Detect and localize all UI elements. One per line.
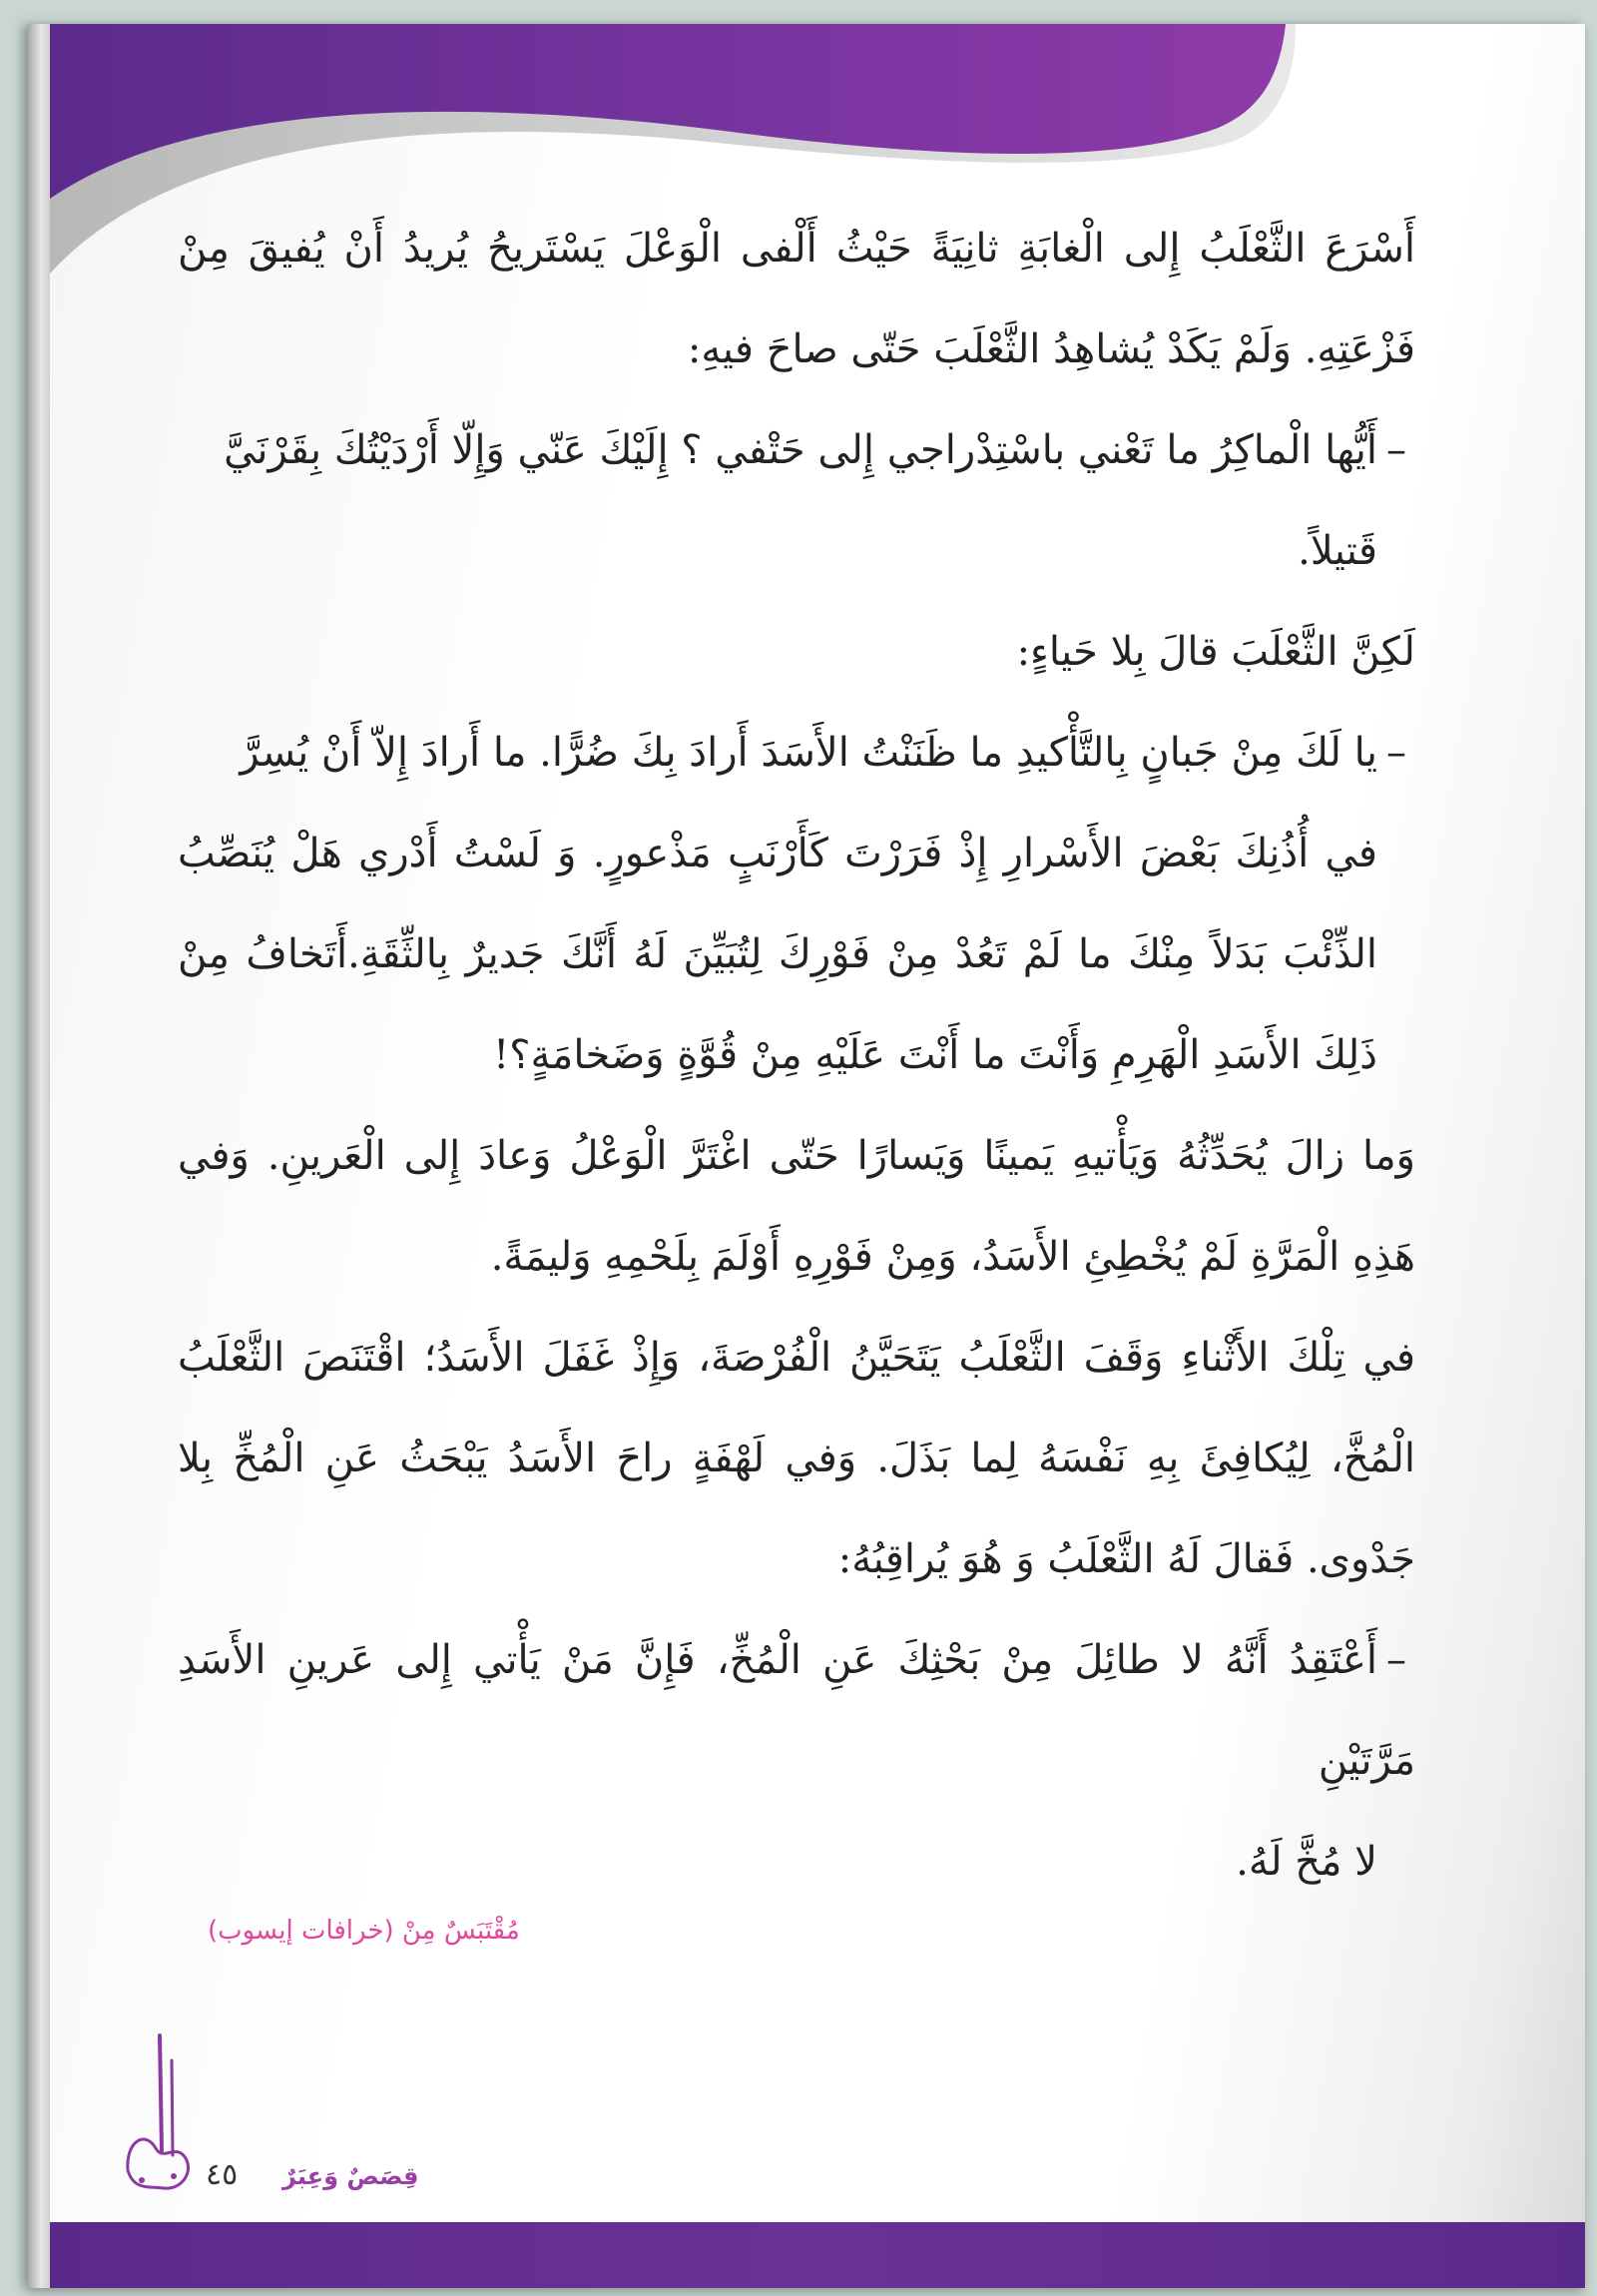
book-title: قِصَصٌ وَعِبَرٌ <box>282 2162 419 2190</box>
dialogue-dash: – <box>1386 427 1406 473</box>
book-page <box>28 24 1585 2288</box>
dialogue-line: أَعْتَقِدُ أَنَّهُ لا طائِلَ مِنْ بَحْثِكَ عَنِ الْمُخِّ، فَإِنَّ مَنْ يَأْتي إِلى عَرينِ الأَسَدِ مَرَّتَيْنِ <box>178 1637 1415 1784</box>
dialogue-line: يا لَكَ مِنْ جَبانٍ بِالتَّأْكيدِ ما ظَنَنْتُ الأَسَدَ أَرادَ بِكَ ضُرًّا. ما أَرادَ إِلاّ أَنْ يُسِرَّ <box>240 730 1377 776</box>
dialogue-dash: – <box>1386 730 1406 776</box>
book-spine <box>28 24 50 2288</box>
bottom-bar-decoration <box>50 2222 1585 2288</box>
paragraph-1: أَسْرَعَ الثَّعْلَبُ إِلى الْغابَةِ ثانِيَةً حَيْثُ أَلْفى الْوَعْلَ يَسْتَريحُ يُريدُ أَنْ يُفيقَ مِنْ فَزْعَتِهِ. وَلَمْ يَكَدْ يُشاهِدُ الثَّعْلَبَ حَتّى صاحَ فيهِ: <box>178 226 1415 372</box>
dialogue-1 <box>178 400 1415 602</box>
story-text <box>178 199 1415 1913</box>
paragraph-4: في تِلْكَ الأَثْناءِ وَقَفَ الثَّعْلَبُ يَتَحَيَّنُ الْفُرْصَةَ، وَإِذْ غَفَلَ الأَسَدُ؛ اقْتَنَصَ الثَّعْلَبُ الْمُخَّ، لِيُكافِئَ بِهِ نَفْسَهُ لِما بَذَلَ. وَفي لَهْفَةٍ راحَ الأَسَدُ يَبْحَثُ عَنِ الْمُخِّ بِلا جَدْوى. فَقالَ لَهُ الثَّعْلَبُ وَ هُوَ يُراقِبُهُ: <box>178 1335 1415 1582</box>
dialogue-continuation: في أُذُنِكَ بَعْضَ الأَسْرارِ إِذْ فَرَرْتَ كَأَرْنَبٍ مَذْعورٍ. وَ لَسْتُ أَدْري هَلْ يُنَصِّبُ الذِّئْبَ بَدَلاً مِنْكَ ما لَمْ تَعُدْ مِنْ فَوْرِكَ لِتُبَيِّنَ لَهُ أَنَّكَ جَديرٌ بِالثِّقَةِ.أَتَخافُ مِنْ ذَلِكَ الأَسَدِ الْهَرِمِ وَأَنْتَ ما أَنْتَ عَلَيْهِ مِنْ قُوَّةٍ وَضَخامَةٍ؟! <box>178 831 1377 1078</box>
page-number: ٤٥ <box>206 2157 239 2192</box>
dialogue-continuation: قَتيلاً. <box>1298 528 1377 574</box>
calligraphy-logo-icon <box>116 2030 196 2200</box>
paragraph-3: وَما زالَ يُحَدِّثُهُ وَيَأْتيهِ يَمينًا وَيَسارًا حَتّى اغْتَرَّ الْوَعْلُ وَعادَ إِلى الْعَرينِ. وَفي هَذِهِ الْمَرَّةِ لَمْ يُخْطِئِ الأَسَدُ، وَمِنْ فَوْرِهِ أَوْلَمَ بِلَحْمِهِ وَليمَةً. <box>178 1133 1415 1280</box>
dialogue-line: أَيُّها الْماكِرُ ما تَعْني باسْتِدْراجي إِلى حَتْفي ؟ إِلَيْكَ عَنّي وَإِلّا أَرْدَيْتُكَ بِقَرْنَيَّ <box>224 427 1377 473</box>
source-citation: مُقْتَبَسٌ مِنْ (خرافات إيسوب) <box>208 1916 520 1946</box>
dialogue-dash: – <box>1386 1637 1406 1683</box>
dialogue-2 <box>178 703 1415 1106</box>
dialogue-continuation: لا مُخَّ لَهُ. <box>1236 1839 1377 1885</box>
paragraph-2: لَكِنَّ الثَّعْلَبَ قالَ بِلا حَياءٍ: <box>1016 629 1415 675</box>
dialogue-3 <box>178 1610 1415 1913</box>
